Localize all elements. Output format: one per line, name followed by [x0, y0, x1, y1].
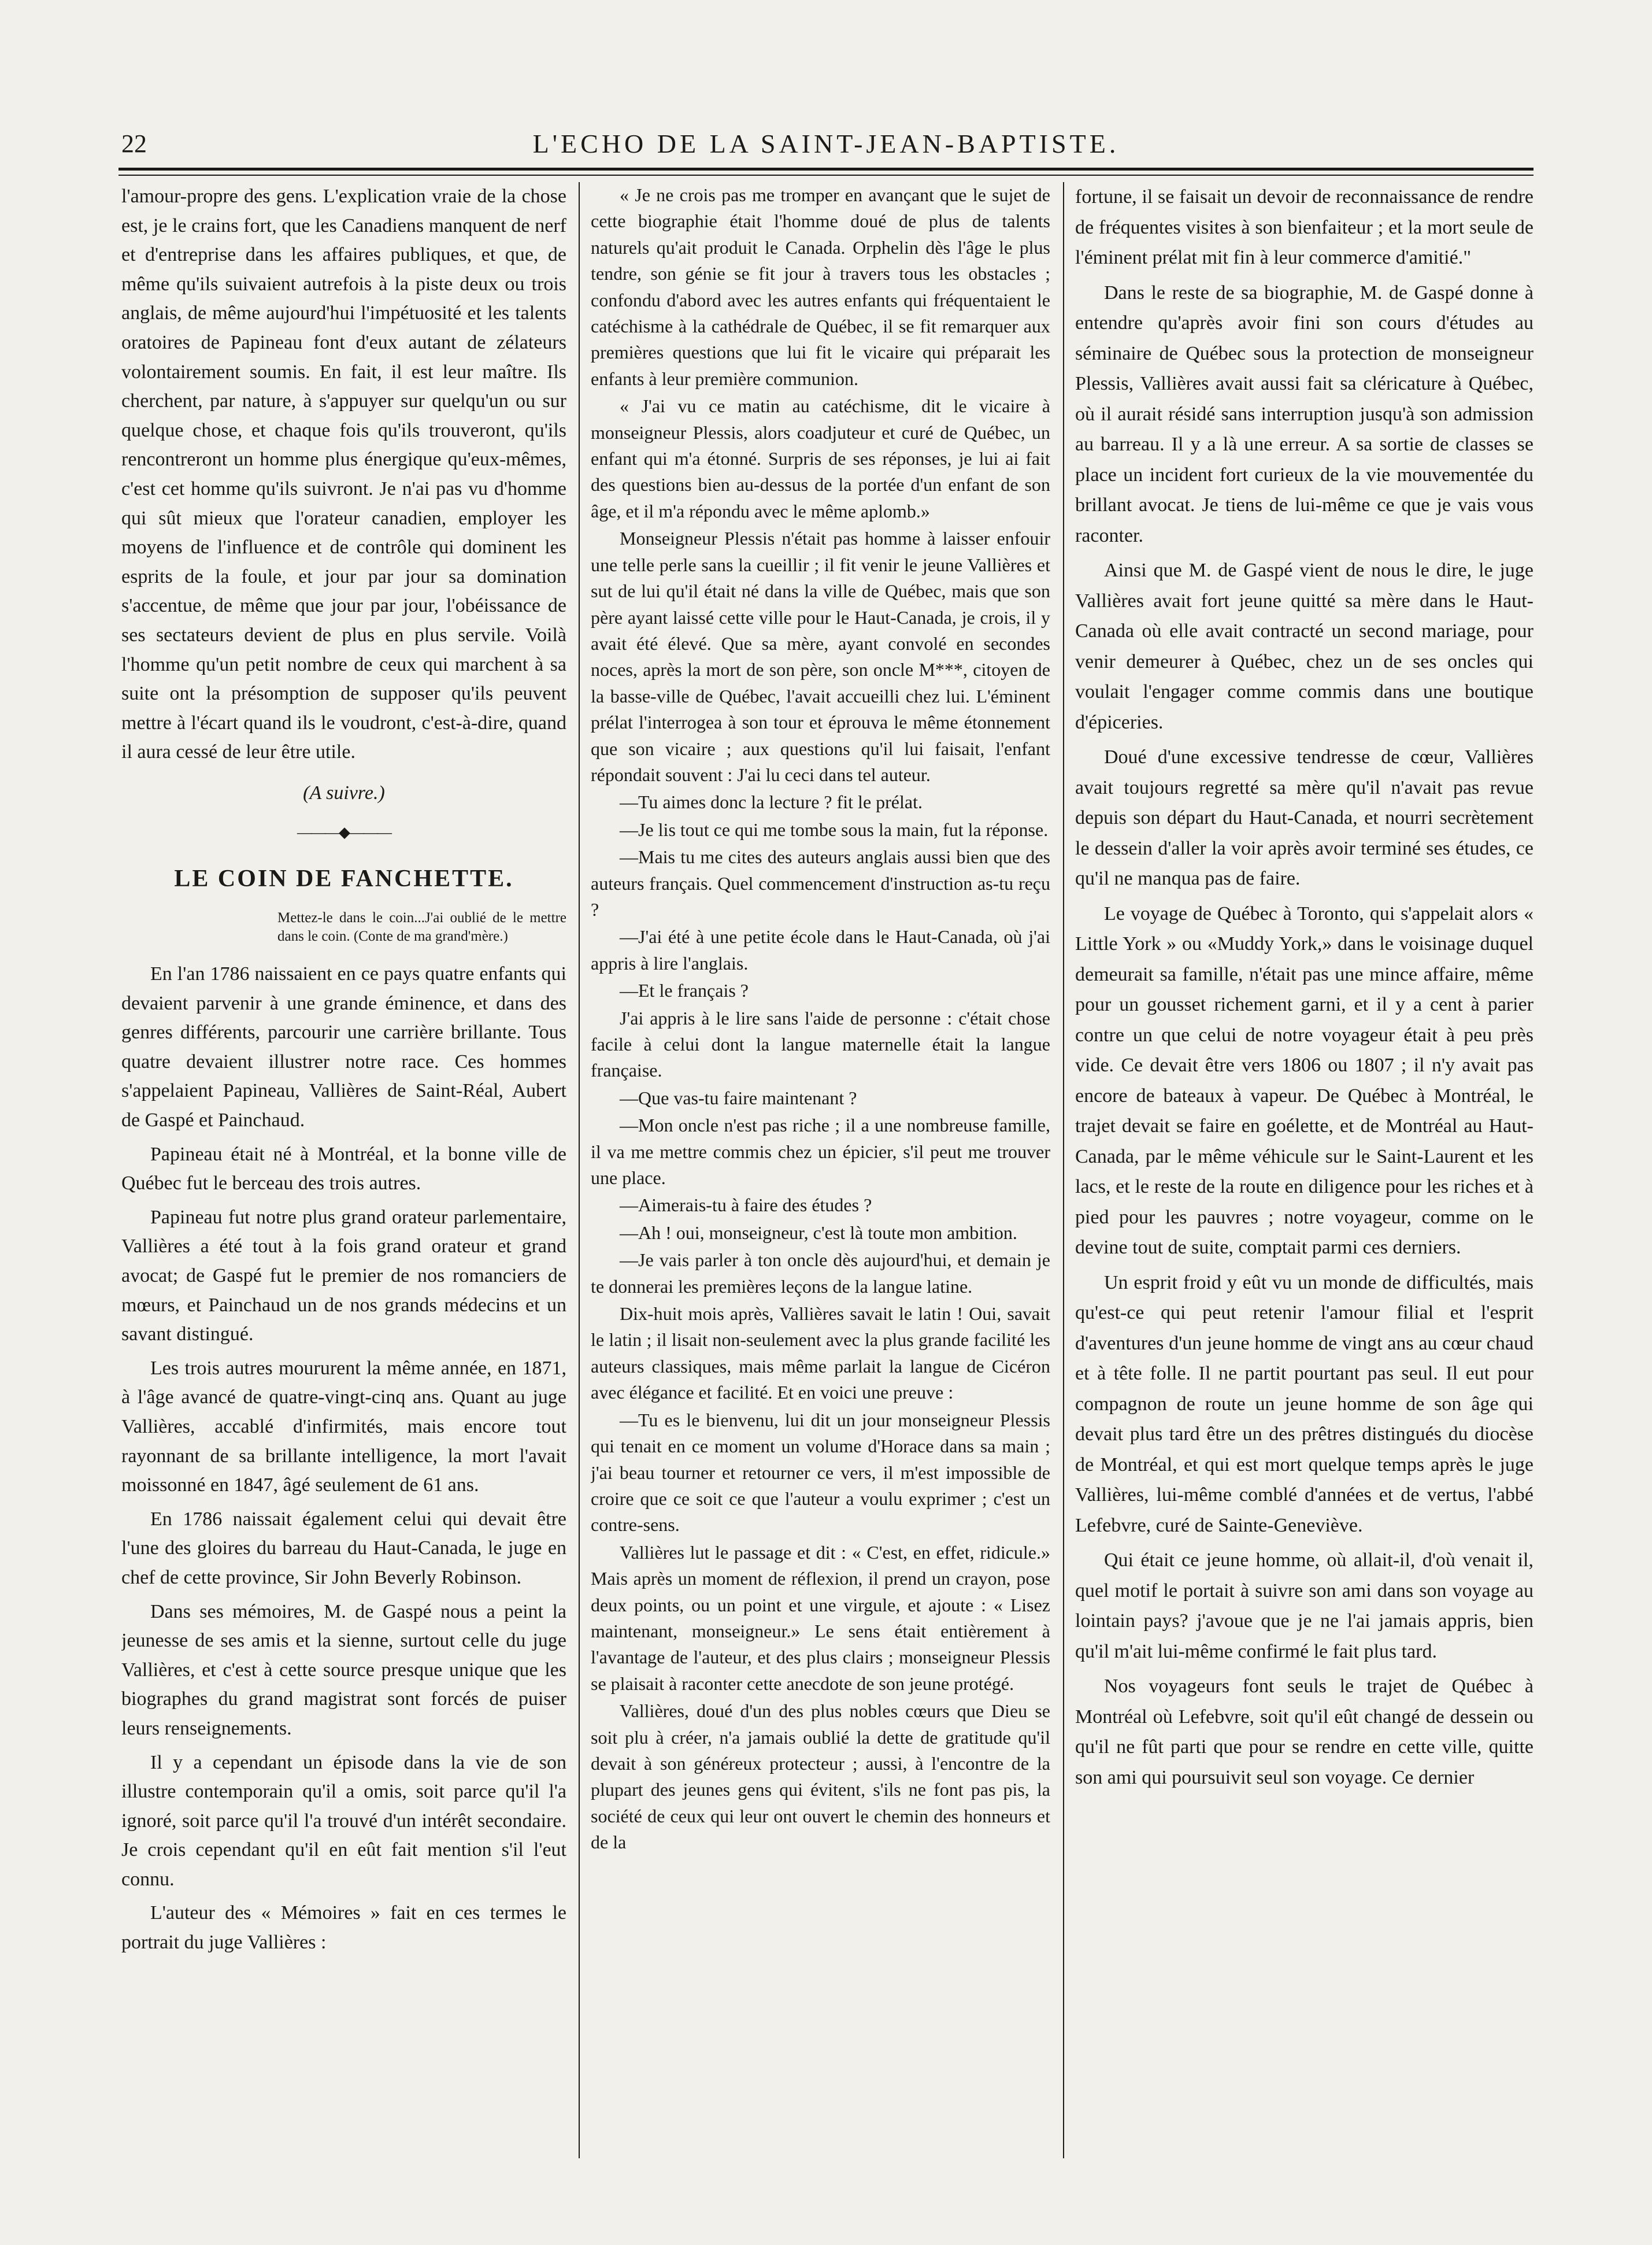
- article-paragraph: Les trois autres moururent la même année, en 1871, à l'âge avancé de quatre-vingt-cinq ans. Quant au juge Vallières, accablé d'infirmités, mais encore tout rayonnant de sa brillante intelligence, la mort l'avait moissonné en 1847, âgé seulement de 61 ans.: [121, 1357, 566, 1496]
- a-suivre-note: (A suivre.): [303, 782, 385, 804]
- article-paragraph: Un esprit froid y eût vu un monde de difficultés, mais qu'est-ce qui peut retenir l'amour filial et l'esprit d'aventures d'un jeune homme de vingt ans au cœur chaud et à tête folle. Il ne partit pourtant pas seul. Il eut pour compagnon de route un jeune homme de son âge qui devait plus tard être un des prêtres distingués du diocèse de Montréal, et qui est mort quelque temps après le juge Vallières, lui-même comblé d'années et de vertus, l'abbé Lefebvre, curé de Sainte-Geneviève.: [1075, 1271, 1534, 1536]
- article-paragraph: Vallières, doué d'un des plus nobles cœurs que Dieu se soit plu à créer, n'a jamais oublié la dette de gratitude qu'il devait à son généreux protecteur ; aussi, à l'encontre de la plupart des jeunes gens qui évitent, s'ils ne font pas pis, la société de ceux qui leur ont ouvert le chemin des honneurs et de la: [591, 1700, 1050, 1853]
- section-title: LE COIN DE FANCHETTE.: [174, 866, 514, 893]
- article-paragraph: Doué d'une excessive tendresse de cœur, Vallières avait toujours regretté sa mère qu'il n'avait pas revue depuis son départ du Haut-Canada, et nourri secrètement le dessein d'aller la voir après avoir terminé ses études, ce qu'il ne manqua pas de faire.: [1075, 746, 1534, 889]
- column-3: [1075, 182, 1534, 2158]
- dialogue-line: —Je vais parler à ton oncle dès aujourd'hui, et demain je te donnerai les premières leçons de la langue latine.: [591, 1249, 1050, 1297]
- article-paragraph: Il y a cependant un épisode dans la vie de son illustre contemporain qu'il a omis, soit parce qu'il l'a ignoré, soit parce qu'il l'a trouvé d'un intérêt secondaire. Je crois cependant qu'il en eût fait mention s'il l'eut connu.: [121, 1751, 566, 1890]
- dialogue-line: —Tu aimes donc la lecture ? fit le prélat.: [620, 792, 923, 813]
- article-paragraph: Monseigneur Plessis n'était pas homme à laisser enfouir une telle perle sans la cueillir ; il fit venir le jeune Vallières et sut de lui qu'il était né dans la ville de Québec, mais que son père ayant laissé cette ville pour le Haut-Canada, je crois, il y avait été élevé. Que sa mère, ayant convolé en secondes noces, après la mort de son père, son oncle M***, citoyen de la basse-ville de Québec, l'avait accueilli chez lui. L'éminent prélat l'interrogea à son tour et éprouva le même étonnement que son vicaire ; aux questions qu'il lui faisait, l'enfant répondait souvent : J'ai lu ceci dans tel auteur.: [591, 528, 1050, 785]
- dialogue-line: —J'ai été à une petite école dans le Haut-Canada, où j'ai appris à lire l'anglais.: [591, 926, 1050, 974]
- article-paragraph: Vallières lut le passage et dit : « C'est, en effet, ridicule.» Mais après un moment de réflexion, il prend un crayon, pose deux points, ou un point et une virgule, et ajoute : « Lisez maintenant, monseigneur.» Le sens était entièrement à l'avantage de l'auteur, et des plus clairs ; monseigneur Plessis se plaisait à raconter cette anecdote de son jeune protégé.: [591, 1541, 1050, 1694]
- header-rule-thick: [118, 168, 1534, 171]
- dialogue-line: —Ah ! oui, monseigneur, c'est là toute mon ambition.: [620, 1222, 1017, 1243]
- dialogue-line: —Mais tu me cites des auteurs anglais aussi bien que des auteurs français. Quel commencement d'instruction as-tu reçu ?: [591, 846, 1050, 920]
- page-number: 22: [121, 130, 147, 158]
- dialogue-line: —Tu es le bienvenu, lui dit un jour monseigneur Plessis qui tenait en ce moment un volume d'Horace dans sa main ; j'ai beau tourner et retourner ce vers, il m'est impossible de croire que ce soit ce que l'auteur a voulu exprimer ; c'est un contre-sens.: [591, 1409, 1050, 1536]
- article-paragraph: Qui était ce jeune homme, où allait-il, d'où venait il, quel motif le portait à suivre son ami dans son voyage au lointain pays? j'avoue que je ne l'ai jamais appris, bien qu'il m'ait lui-même confirmé le fait plus tard.: [1075, 1549, 1534, 1662]
- dialogue-line: J'ai appris à le lire sans l'aide de personne : c'était chose facile à celui dont la langue maternelle était la langue française.: [591, 1007, 1050, 1081]
- article-paragraph: L'auteur des « Mémoires » fait en ces termes le portrait du juge Vallières :: [121, 1902, 566, 1954]
- section-ornament: ———◆———: [297, 824, 391, 841]
- article-paragraph: fortune, il se faisait un devoir de reconnaissance de rendre de fréquentes visites à son bienfaiteur ; et la mort seule de l'éminent prélat mit fin à leur commerce d'amitié.": [1075, 186, 1534, 268]
- column-2: [591, 182, 1050, 2158]
- article-paragraph: Ainsi que M. de Gaspé vient de nous le dire, le juge Vallières avait fort jeune quitté sa mère dans le Haut-Canada où elle avait contracté un second mariage, pour venir demeurer à Québec, chez un de ses oncles qui voulait l'engager comme commis dans une boutique d'épiceries.: [1075, 560, 1534, 733]
- dialogue-line: —Mon oncle n'est pas riche ; il a une nombreuse famille, il va me mettre commis chez un épicier, s'il peut me trouver une place.: [591, 1115, 1050, 1189]
- article-paragraph: l'amour-propre des gens. L'explication vraie de la chose est, je le crains fort, que les Canadiens manquent de nerf et d'entreprise dans les affaires publiques, et que, de même qu'ils suivaient autrefois à la piste deux ou trois anglais, de même aujourd'hui l'impétuosité et les talents oratoires de Papineau font d'eux autant de zélateurs volontairement soumis. En fait, il est leur maître. Ils cherchent, par nature, à s'appuyer sur quelqu'un ou sur quelque chose, et chaque fois qu'ils trouveront, qu'ils rencontreront un homme plus énergique qu'eux-mêmes, c'est cet homme qu'ils suivront. Je n'ai pas vu d'homme qui sût mieux que l'orateur canadien, employer les moyens de l'influence et de contrôle qui dominent les esprits de la foule, et jour par jour sa domination s'accentue, de même que jour par jour, l'obéissance de ses sectateurs devient de plus en plus servile. Voilà l'homme qu'un petit nombre de ceux qui marchent à sa suite ont la présomption de supposer qu'ils peuvent mettre à l'écart quand ils le voudront, c'est-à-dire, quand il aura cessé de leur être utile.: [121, 186, 566, 763]
- article-paragraph: « J'ai vu ce matin au catéchisme, dit le vicaire à monseigneur Plessis, alors coadjuteur et curé de Québec, un enfant qui m'a étonné. Surpris de ses réponses, je lui ai fait des questions bien au-dessus de la portée d'un enfant de son âge, et il m'a répondu avec le même aplomb.»: [591, 395, 1050, 522]
- article-paragraph: Papineau fut notre plus grand orateur parlementaire, Vallières a été tout à la fois grand orateur et grand avocat; de Gaspé fut le premier de nos romanciers de mœurs, et Painchaud un de nos grands médecins et un savant distingué.: [121, 1206, 566, 1345]
- running-head: [116, 124, 1536, 164]
- article-paragraph: En 1786 naissait également celui qui devait être l'une des gloires du barreau du Haut-Canada, le juge en chef de cette province, Sir John Beverly Robinson.: [121, 1508, 566, 1588]
- column-divider: [1063, 182, 1064, 2158]
- article-paragraph: Papineau était né à Montréal, et la bonne ville de Québec fut le berceau des trois autres.: [121, 1143, 566, 1194]
- article-paragraph: Le voyage de Québec à Toronto, qui s'appelait alors « Little York » ou «Muddy York,» dans le voisinage duquel demeurait sa famille, n'était pas une mince affaire, même pour un gousset richement garni, et il y a cent à parier contre un que celui de notre voyageur était à peu près vide. Ce devait être vers 1806 ou 1807 ; il n'y avait pas encore de bateaux à vapeur. De Québec à Montréal, le trajet devait se faire en goélette, et de Montréal au Haut-Canada, par le même véhicule sur le Saint-Laurent et les lacs, et le reste de la route en diligence pour les riches et à pied pour les pauvres ; notre voyageur, comme on le devine tout de suite, comptait parmi ces derniers.: [1075, 903, 1534, 1258]
- article-paragraph: En l'an 1786 naissaient en ce pays quatre enfants qui devaient parvenir à une grande éminence, et dans des genres différents, parcourir une carrière brillante. Tous quatre devaient illustrer notre race. Ces hommes s'appelaient Papineau, Vallières de Saint-Réal, Aubert de Gaspé et Painchaud.: [121, 963, 566, 1131]
- dialogue-line: —Et le français ?: [620, 980, 749, 1001]
- column-divider: [579, 182, 580, 2158]
- article-paragraph: « Je ne crois pas me tromper en avançant que le sujet de cette biographie était l'homme doué de plus de talents naturels qu'ait produit le Canada. Orphelin dès l'âge le plus tendre, son génie se fit jour à travers tous les obstacles ; confondu d'abord avec les autres enfants qui fréquentaient le catéchisme à la cathédrale de Québec, il se fit remarquer aux premières questions que lui fit le vicaire qui préparait les enfants à leur première communion.: [591, 184, 1050, 389]
- dialogue-line: —Que vas-tu faire maintenant ?: [620, 1087, 857, 1108]
- article-paragraph: Dans ses mémoires, M. de Gaspé nous a peint la jeunesse de ses amis et la sienne, surtout celle du juge Vallières, et c'est à cette source presque unique que les biographes du grand magistrat sont forcés de puiser leurs renseignements.: [121, 1600, 566, 1739]
- epigraph: Mettez-le dans le coin...J'ai oublié de le mettre dans le coin. (Conte de ma grand'mère.): [277, 910, 566, 945]
- dialogue-line: —Je lis tout ce qui me tombe sous la main, fut la réponse.: [620, 819, 1049, 840]
- article-paragraph: Nos voyageurs font seuls le trajet de Québec à Montréal où Lefebvre, soit qu'il eût changé de dessein ou qu'il ne fût parti que pour se rendre en cette ville, quitte son ami qui poursuivit seul son voyage. Ce dernier: [1075, 1676, 1534, 1788]
- article-paragraph: Dans le reste de sa biographie, M. de Gaspé donne à entendre qu'après avoir fini son cours d'études au séminaire de Québec sous la protection de monseigneur Plessis, Vallières avait aussi fait sa cléricature à Québec, où il aurait résidé sans interruption jusqu'à son admission au barreau. Il y a là une erreur. A sa sortie de classes se place un incident fort curieux de la vie mouvementée du brillant avocat. Je tiens de lui-même ce que je vais vous raconter.: [1075, 282, 1534, 546]
- article-paragraph: Dix-huit mois après, Vallières savait le latin ! Oui, savait le latin ; il lisait non-seulement avec la plus grande facilité les auteurs classiques, mais même parlait la langue de Cicéron avec élégance et facilité. Et en voici une preuve :: [591, 1303, 1050, 1403]
- journal-title: L'ECHO DE LA SAINT-JEAN-BAPTISTE.: [532, 129, 1120, 158]
- header-rule-thin: [118, 175, 1534, 176]
- column-1: [121, 182, 566, 2158]
- dialogue-line: —Aimerais-tu à faire des études ?: [620, 1194, 872, 1216]
